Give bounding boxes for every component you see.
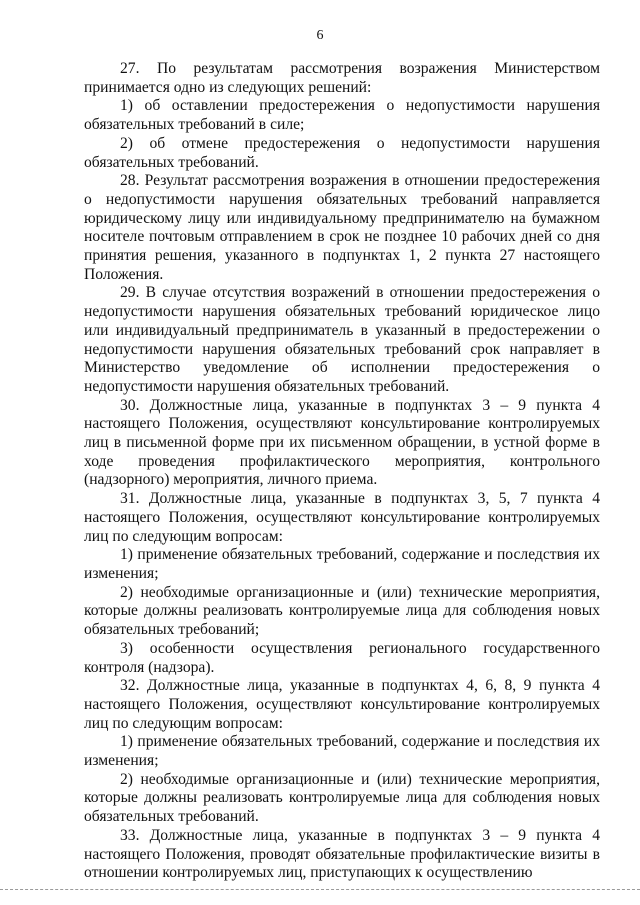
paragraph-33: 33. Должностные лица, указанные в подпунктах 3 – 9 пункта 4 настоящего Положения, проводят обязательные профилактические визиты в отношении контролируемых лиц, приступающих к осуществлению: [84, 826, 600, 882]
paragraph-31-item-1: 1) применение обязательных требований, содержание и последствия их изменения;: [84, 546, 600, 582]
paragraph-28: 28. Результат рассмотрения возражения в отношении предостережения о недопустимости нарушения обязательных требований направляется юридическому лицу или индивидуальному предпринимателю на бумажном носителе почтовым отправлением в срок не позднее 10 рабочих дней со дня принятия решения, указанного в подпунктах 1, 2 пункта 27 настоящего Положения.: [84, 172, 600, 283]
paragraph-31: 31. Должностные лица, указанные в подпунктах 3, 5, 7 пункта 4 настоящего Положения, осуществляют консультирование контролируемых лиц по следующим вопросам:: [84, 490, 600, 545]
paragraph-30: 30. Должностные лица, указанные в подпунктах 3 – 9 пункта 4 настоящего Положения, осуществляют консультирование контролируемых лиц в письменной форме при их письменном обращении, в устной форме в ходе проведения профилактического мероприятия, контрольного (надзорного) мероприятия, личного приема.: [84, 396, 600, 489]
paragraph-29: 29. В случае отсутствия возражений в отношении предостережения о недопустимости нарушения обязательных требований юридическое лицо или индивидуальный предприниматель в указанный в предостережении о недопустимости нарушения обязательных требований срок направляет в Министерство уведомление об исполнении предостережения о недопустимости нарушения обязательных требований.: [84, 284, 600, 395]
paragraph-32-item-1: 1) применение обязательных требований, содержание и последствия их изменения;: [84, 733, 600, 770]
paragraph-27-item-2: 2) об отмене предостережения о недопустимости нарушения обязательных требований.: [84, 134, 600, 171]
page-number: 6: [316, 28, 324, 43]
paragraph-32-item-2: 2) необходимые организационные и (или) технические мероприятия, которые должны реализовать контролируемые лица для соблюдения новых обязательных требований.: [84, 770, 600, 826]
paragraph-27-item-1: 1) об оставлении предостережения о недопустимости нарушения обязательных требований в силе;: [84, 97, 600, 134]
paragraph-27: 27. По результатам рассмотрения возражения Министерством принимается одно из следующих решений:: [84, 60, 600, 96]
paragraph-31-item-3: 3) особенности осуществления регионального государственного контроля (надзора).: [84, 639, 600, 676]
document-body: [84, 60, 600, 883]
scan-edge-line: [0, 889, 640, 890]
paragraph-32: 32. Должностные лица, указанные в подпунктах 4, 6, 8, 9 пункта 4 настоящего Положения, осуществляют консультирование контролируемых лиц по следующим вопросам:: [84, 677, 600, 732]
paragraph-31-item-2: 2) необходимые организационные и (или) технические мероприятия, которые должны реализовать контролируемые лица для соблюдения новых обязательных требований;: [84, 583, 600, 639]
